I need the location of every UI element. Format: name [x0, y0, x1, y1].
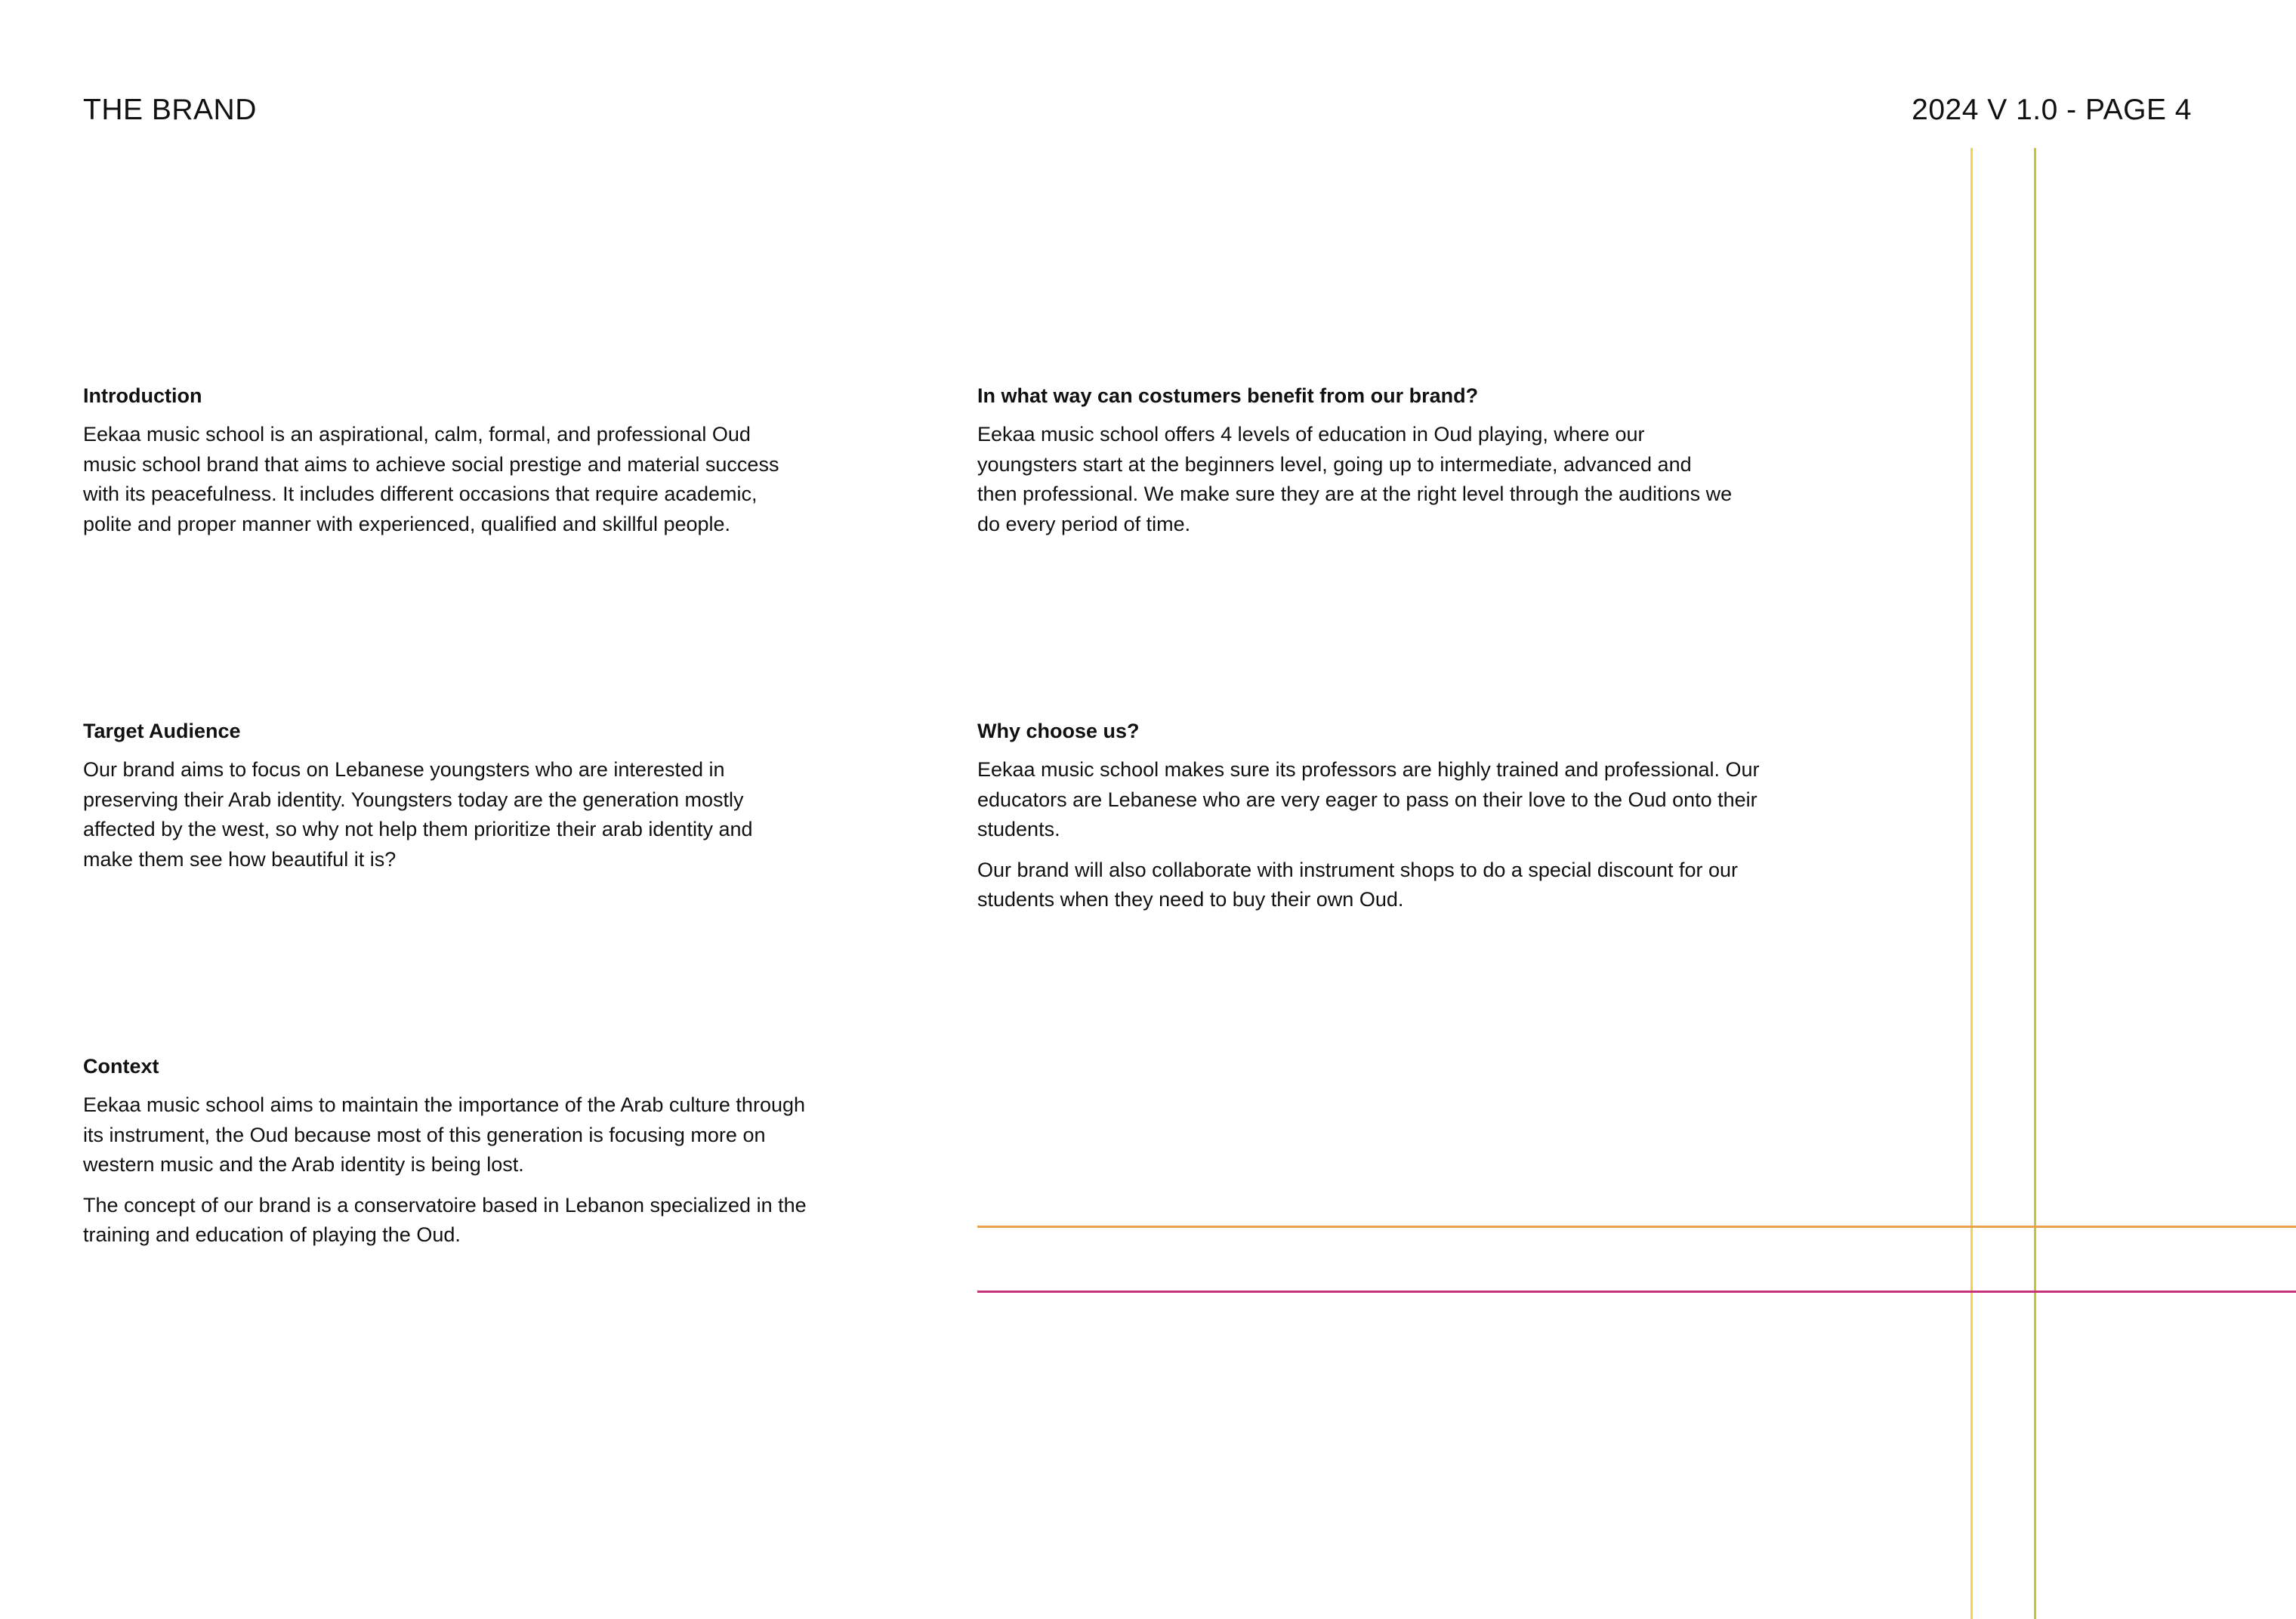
decorative-horizontal-line-magenta: [977, 1291, 2296, 1293]
section-benefit: [977, 379, 1733, 550]
page-title: THE BRAND: [83, 94, 257, 126]
section-target-audience: [83, 714, 808, 885]
section-why-choose-us: [977, 714, 1763, 926]
section-paragraph: The concept of our brand is a conservatoire based in Lebanon specialized in the training and education of playing the Oud.: [83, 1193, 807, 1246]
section-paragraph: Our brand aims to focus on Lebanese youngsters who are interested in preserving their Arab identity. Youngsters today are the generation mostly affected by the west, so why not help them prioritize their arab identity and make them see how beautiful it is?: [83, 758, 753, 871]
decorative-vertical-line-yellow: [1970, 148, 1973, 1619]
section-heading: Context: [83, 1055, 159, 1078]
section-paragraph: Eekaa music school aims to maintain the importance of the Arab culture through its instrument, the Oud because most of this generation is focusing more on western music and the Arab identity is being lost.: [83, 1093, 806, 1176]
section-paragraph: Eekaa music school makes sure its professors are highly trained and professional. Our educators are Lebanese who are very eager to pass on their love to the Oud onto their students.: [977, 758, 1760, 840]
section-context: [83, 1050, 808, 1261]
section-paragraph: Our brand will also collaborate with instrument shops to do a special discount for our students when they need to buy their own Oud.: [977, 858, 1739, 911]
section-paragraph: Eekaa music school is an aspirational, calm, formal, and professional Oud music school brand that aims to achieve social prestige and material success with its peacefulness. It includes different occasions that require academic, polite and proper manner with experienced, qualified and skillful people.: [83, 423, 779, 535]
decorative-vertical-line-olive: [2034, 148, 2036, 1619]
section-paragraph: Eekaa music school offers 4 levels of education in Oud playing, where our youngsters start at the beginners level, going up to intermediate, advanced and then professional. We make sure they are at the right level through the auditions we do every period of time.: [977, 423, 1733, 535]
section-heading: In what way can costumers benefit from our brand?: [977, 384, 1479, 407]
section-introduction: [83, 379, 808, 550]
section-heading: Target Audience: [83, 720, 241, 742]
page-info: 2024 V 1.0 - PAGE 4: [1912, 94, 2192, 126]
section-heading: Introduction: [83, 384, 202, 407]
section-heading: Why choose us?: [977, 720, 1140, 742]
decorative-horizontal-line-orange: [977, 1226, 2296, 1228]
